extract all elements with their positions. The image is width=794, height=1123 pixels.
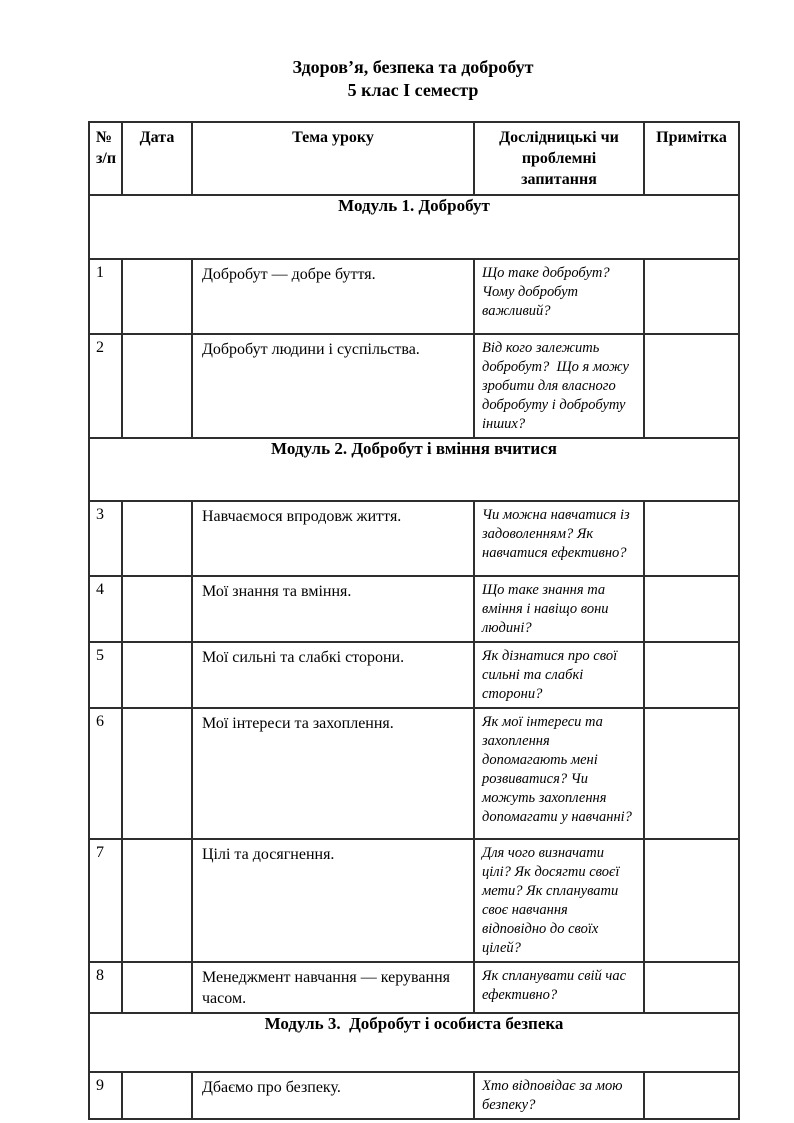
lesson-note-cell — [644, 642, 739, 708]
lesson-topic: Мої інтереси та захоплення. — [192, 708, 474, 839]
lesson-note-cell — [644, 839, 739, 962]
lesson-note-cell — [644, 576, 739, 642]
lesson-number: 9 — [89, 1072, 122, 1119]
lesson-questions: Як дізнатися про свої сильні та слабкі сторони? — [474, 642, 644, 708]
lesson-note-cell — [644, 1072, 739, 1119]
lesson-note-cell — [644, 962, 739, 1013]
table-row — [89, 576, 739, 642]
column-header-number: № з/п — [89, 122, 122, 195]
lesson-topic: Менеджмент навчання — керування часом. — [192, 962, 474, 1013]
document-title-line2: 5 клас І семестр — [347, 80, 479, 100]
lesson-note-cell — [644, 708, 739, 839]
module-row-2 — [89, 438, 739, 501]
module-title-1: Модуль 1. Добробут — [89, 195, 739, 259]
column-header-date: Дата — [122, 122, 192, 195]
lesson-topic: Цілі та досягнення. — [192, 839, 474, 962]
lesson-questions: Що таке добробут? Чому добробут важливий? — [474, 259, 644, 334]
table-header-row — [89, 122, 739, 195]
column-header-note: Примітка — [644, 122, 739, 195]
lesson-note-cell — [644, 501, 739, 576]
lesson-questions: Від кого залежить добробут? Що я можу зробити для власного добробуту і добробуту інших? — [474, 334, 644, 438]
lesson-number: 1 — [89, 259, 122, 334]
column-header-questions: Дослідницькі чи проблемні запитання — [474, 122, 644, 195]
lesson-date-cell — [122, 839, 192, 962]
lesson-questions: Для чого визначати цілі? Як досягти своєї мети? Як спланувати своє навчання відповідно до своїх цілей? — [474, 839, 644, 962]
lesson-date-cell — [122, 576, 192, 642]
lesson-number: 5 — [89, 642, 122, 708]
lesson-date-cell — [122, 334, 192, 438]
lesson-topic: Навчаємося впродовж життя. — [192, 501, 474, 576]
module-title-2: Модуль 2. Добробут і вміння вчитися — [89, 438, 739, 501]
lesson-topic: Добробут людини і суспільства. — [192, 334, 474, 438]
module-title-3: Модуль 3. Добробут і особиста безпека — [89, 1013, 739, 1072]
lesson-date-cell — [122, 1072, 192, 1119]
table-row — [89, 501, 739, 576]
table-row — [89, 259, 739, 334]
lesson-number: 6 — [89, 708, 122, 839]
table-row — [89, 708, 739, 839]
document-title-line1: Здоров’я, безпека та добробут — [292, 57, 534, 77]
lesson-date-cell — [122, 962, 192, 1013]
lesson-topic: Мої знання та вміння. — [192, 576, 474, 642]
lesson-questions: Чи можна навчатися із задоволенням? Як навчатися ефективно? — [474, 501, 644, 576]
lesson-questions: Як мої інтереси та захоплення допомагають мені розвиватися? Чи можуть захоплення допомагати у навчанні? — [474, 708, 644, 839]
lesson-date-cell — [122, 642, 192, 708]
document-title — [88, 56, 738, 102]
lesson-number: 3 — [89, 501, 122, 576]
lesson-number: 8 — [89, 962, 122, 1013]
lesson-note-cell — [644, 334, 739, 438]
lesson-number: 7 — [89, 839, 122, 962]
lesson-topic: Дбаємо про безпеку. — [192, 1072, 474, 1119]
module-row-1 — [89, 195, 739, 259]
lesson-note-cell — [644, 259, 739, 334]
table-row — [89, 334, 739, 438]
lesson-date-cell — [122, 708, 192, 839]
lesson-date-cell — [122, 501, 192, 576]
table-row — [89, 839, 739, 962]
module-row-3 — [89, 1013, 739, 1072]
lesson-plan-table — [88, 121, 740, 1120]
lesson-questions: Хто відповідає за мою безпеку? — [474, 1072, 644, 1119]
lesson-topic: Мої сильні та слабкі сторони. — [192, 642, 474, 708]
table-row — [89, 1072, 739, 1119]
table-row — [89, 962, 739, 1013]
lesson-number: 4 — [89, 576, 122, 642]
lesson-date-cell — [122, 259, 192, 334]
table-row — [89, 642, 739, 708]
lesson-questions: Що таке знання та вміння і навіщо вони людині? — [474, 576, 644, 642]
lesson-number: 2 — [89, 334, 122, 438]
lesson-questions: Як спланувати свій час ефективно? — [474, 962, 644, 1013]
document-content — [88, 56, 738, 1120]
lesson-topic: Добробут — добре буття. — [192, 259, 474, 334]
column-header-topic: Тема уроку — [192, 122, 474, 195]
